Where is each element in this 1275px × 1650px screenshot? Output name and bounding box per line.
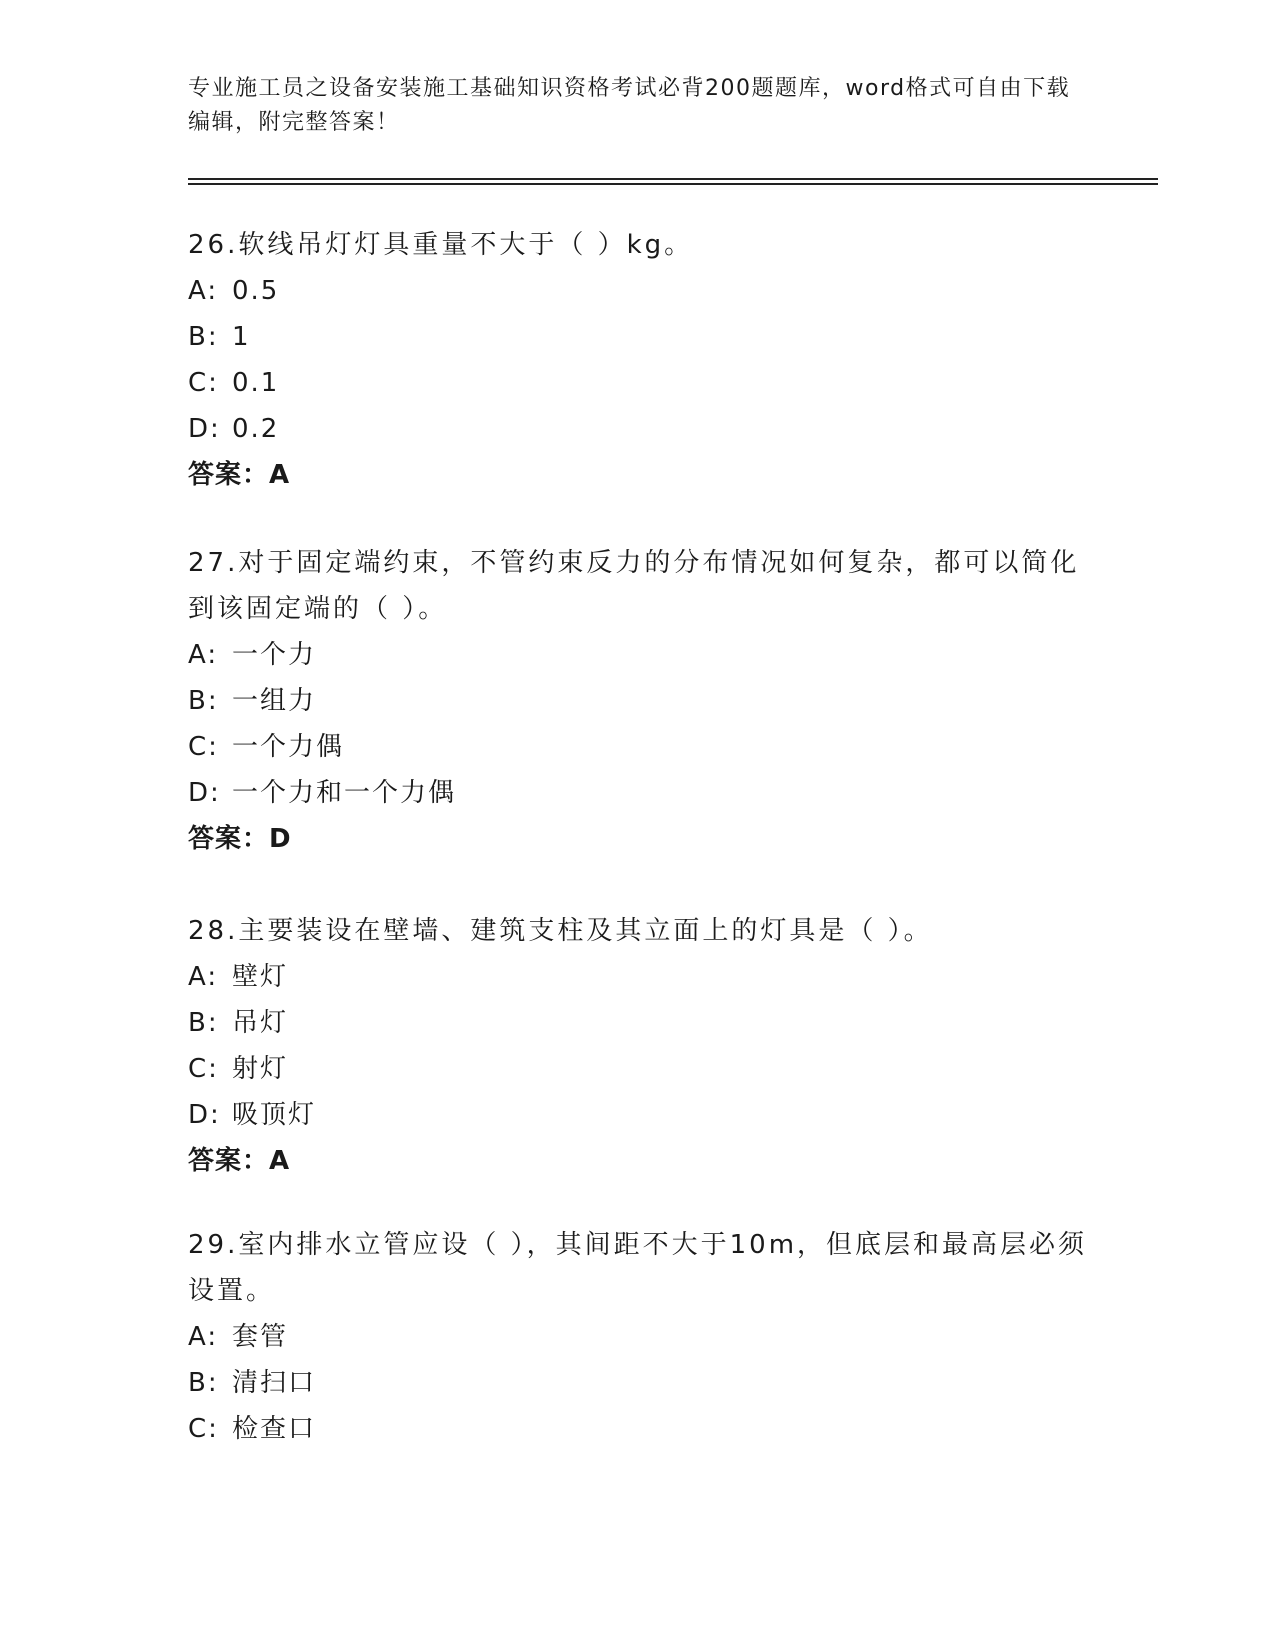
option-text: 一个力和一个力偶: [232, 778, 457, 808]
option-label: A:: [188, 1322, 219, 1352]
option-label: C:: [188, 368, 219, 398]
option-text: 一个力: [232, 640, 317, 670]
option-b: [188, 314, 1088, 360]
option-text: 射灯: [232, 1054, 289, 1084]
option-label: A:: [188, 962, 219, 992]
option-text: 一个力偶: [232, 732, 345, 762]
option-text: 清扫口: [232, 1368, 317, 1398]
option-c: [188, 360, 1088, 406]
option-label: B:: [188, 322, 219, 352]
option-d: [188, 770, 1088, 816]
option-text: 套管: [232, 1322, 289, 1352]
option-label: A:: [188, 276, 219, 306]
option-d: [188, 406, 1088, 452]
question-stem: 26.软线吊灯灯具重量不大于（ ）kg。: [188, 230, 694, 260]
option-label: D:: [188, 778, 221, 808]
option-label: D:: [188, 414, 221, 444]
option-text: 检查口: [232, 1414, 317, 1444]
option-d: [188, 1092, 1088, 1138]
option-b: [188, 1000, 1088, 1046]
question-stem: 27.对于固定端约束，不管约束反力的分布情况如何复杂，都可以简化到该固定端的（ ）。: [188, 548, 1080, 624]
option-label: B:: [188, 686, 219, 716]
document-header: 专业施工员之设备安装施工基础知识资格考试必背200题题库，word格式可自由下载编辑，附完整答案！: [188, 76, 1071, 135]
option-text: 0.5: [232, 276, 280, 306]
option-label: C:: [188, 732, 219, 762]
answer: 答案：A: [188, 460, 291, 490]
option-a: [188, 268, 1088, 314]
question-28: [188, 908, 1088, 1184]
option-label: A:: [188, 640, 219, 670]
option-text: 0.1: [232, 368, 280, 398]
question-27: [188, 540, 1088, 862]
option-text: 吸顶灯: [232, 1100, 317, 1130]
header-rule-top: [188, 178, 1158, 180]
option-text: 一组力: [232, 686, 317, 716]
question-stem: 29.室内排水立管应设（ ），其间距不大于10m，但底层和最高层必须设置。: [188, 1230, 1088, 1306]
question-26: [188, 222, 1088, 498]
option-c: [188, 1046, 1088, 1092]
option-c: [188, 1406, 1088, 1452]
option-label: B:: [188, 1008, 219, 1038]
option-label: C:: [188, 1414, 219, 1444]
option-label: B:: [188, 1368, 219, 1398]
option-label: C:: [188, 1054, 219, 1084]
question-stem: 28.主要装设在壁墙、建筑支柱及其立面上的灯具是（ ）。: [188, 916, 933, 946]
option-text: 壁灯: [232, 962, 289, 992]
option-text: 1: [232, 322, 251, 352]
option-a: [188, 632, 1088, 678]
option-a: [188, 954, 1088, 1000]
option-label: D:: [188, 1100, 221, 1130]
answer: 答案：A: [188, 1146, 291, 1176]
option-text: 0.2: [232, 414, 280, 444]
question-29: [188, 1222, 1088, 1452]
option-b: [188, 678, 1088, 724]
option-a: [188, 1314, 1088, 1360]
answer: 答案：D: [188, 824, 292, 854]
option-b: [188, 1360, 1088, 1406]
header-rule-bottom: [188, 183, 1158, 185]
option-text: 吊灯: [232, 1008, 289, 1038]
option-c: [188, 724, 1088, 770]
